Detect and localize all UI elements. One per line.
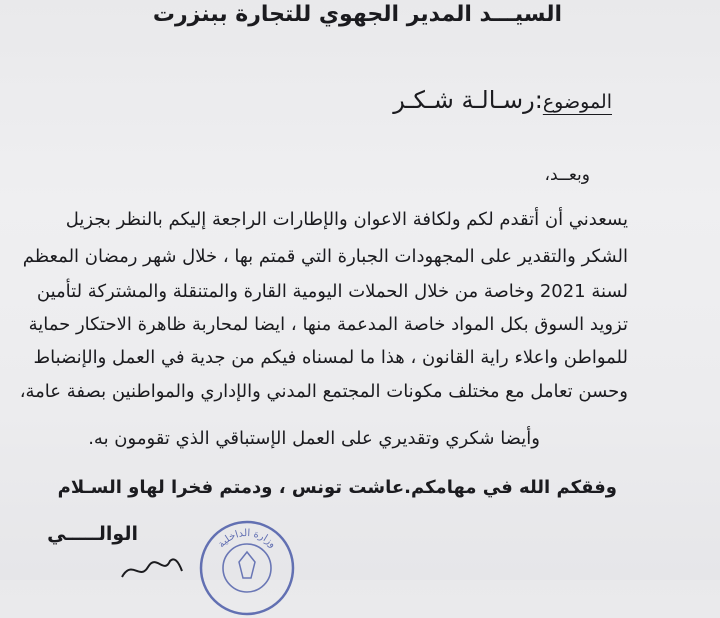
subject-line: الموضوع:رسـالـة شـكـر: [393, 86, 612, 114]
signature-icon: [118, 553, 188, 583]
body-line: تزويد السوق بكل المواد خاصة المدعمة منها ، ايضا لمحاربة ظاهرة الاحتكار حماية: [28, 314, 628, 335]
signer-title: الوالـــــي: [47, 523, 138, 545]
subject-title: رسـالـة شـكـر: [393, 86, 535, 114]
addressee: السيـــد المدير الجهوي للتجارة ببنزرت: [152, 2, 562, 27]
body-line: وأيضا شكري وتقديري على العمل الإستباقي الذي تقومون به.: [88, 428, 540, 449]
body-line: يسعدني أن أتقدم لكم ولكافة الاعوان والإطارات الراجعة إليكم بالنظر بجزيل: [65, 209, 628, 230]
greeting: وبعــد،: [544, 165, 590, 185]
body-line: للمواطن واعلاء راية القانون ، هذا ما لمسناه فيكم من جدية في العمل والإنضباط: [33, 347, 628, 368]
subject-label: الموضوع: [542, 91, 612, 113]
stamp-text: وزارة الداخلية: [216, 527, 279, 551]
body-line: وحسن تعامل مع مختلف مكونات المجتمع المدني والإداري والمواطنين بصفة عامة،: [19, 381, 628, 402]
body-line: الشكر والتقدير على المجهودات الجبارة التي قمتم بها ، خلال شهر رمضان المعظم: [22, 246, 628, 267]
closing-line: وفقكم الله في مهامكم.عاشت تونس ، ودمتم فخرا لهاو السـلام: [57, 477, 617, 498]
svg-text:وزارة الداخلية: [216, 528, 278, 550]
official-stamp-icon: [197, 518, 297, 618]
body-line: لسنة 2021 وخاصة من خلال الحملات اليومية القارة والمتنقلة والمشتركة لتأمين: [36, 281, 628, 302]
